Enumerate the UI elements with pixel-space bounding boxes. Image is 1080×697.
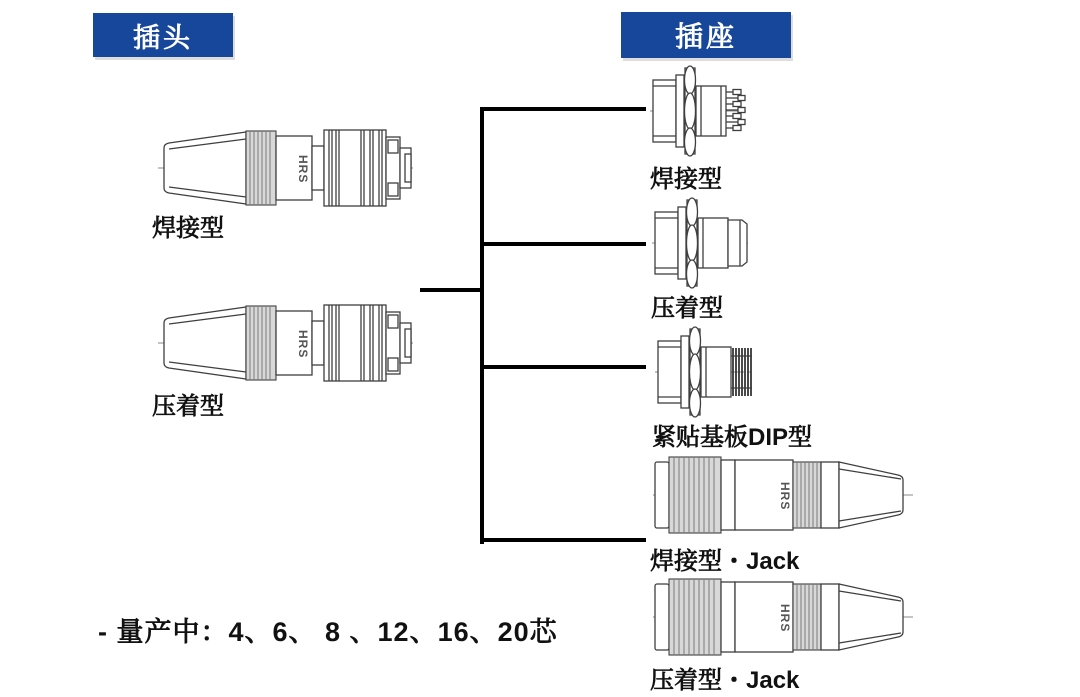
receptacle-solder-label: 焊接型 — [650, 166, 722, 193]
production-note: - 量产中：4、6、 8 、12、16、20芯 — [98, 617, 558, 647]
jack-solder-drawing — [653, 452, 913, 538]
jack-crimp-label: 压着型・Jack — [650, 667, 800, 694]
tree-branch-crimp — [480, 242, 646, 246]
plug-crimp-drawing — [158, 299, 413, 387]
jack-crimp-drawing — [653, 574, 913, 660]
solder-pins — [726, 90, 745, 131]
plug-solder-label: 焊接型 — [152, 215, 224, 242]
jack2-body-marking: HRS — [778, 604, 792, 633]
plug-crimp-label: 压着型 — [152, 393, 224, 420]
plug1-body-marking: HRS — [296, 155, 310, 184]
receptacle-dip-drawing — [655, 326, 755, 418]
receptacle-header: 插座 — [621, 12, 791, 58]
tree-branch-dip — [480, 365, 646, 369]
receptacle-crimp-drawing — [652, 196, 752, 291]
plug-header: 插头 — [93, 13, 233, 57]
plug2-body-marking: HRS — [296, 330, 310, 359]
receptacle-crimp-label: 压着型 — [651, 295, 723, 322]
tree-branch-jack — [480, 538, 646, 542]
receptacle-dip-label: 紧贴基板DIP型 — [652, 424, 813, 451]
tree-branch-solder — [480, 107, 646, 111]
plug-solder-drawing — [158, 124, 413, 212]
jack-solder-label: 焊接型・Jack — [650, 548, 800, 575]
tree-vertical-line — [480, 107, 484, 544]
tree-stub-line — [420, 288, 482, 292]
receptacle-solder-drawing — [650, 64, 750, 159]
jack1-body-marking: HRS — [778, 482, 792, 511]
